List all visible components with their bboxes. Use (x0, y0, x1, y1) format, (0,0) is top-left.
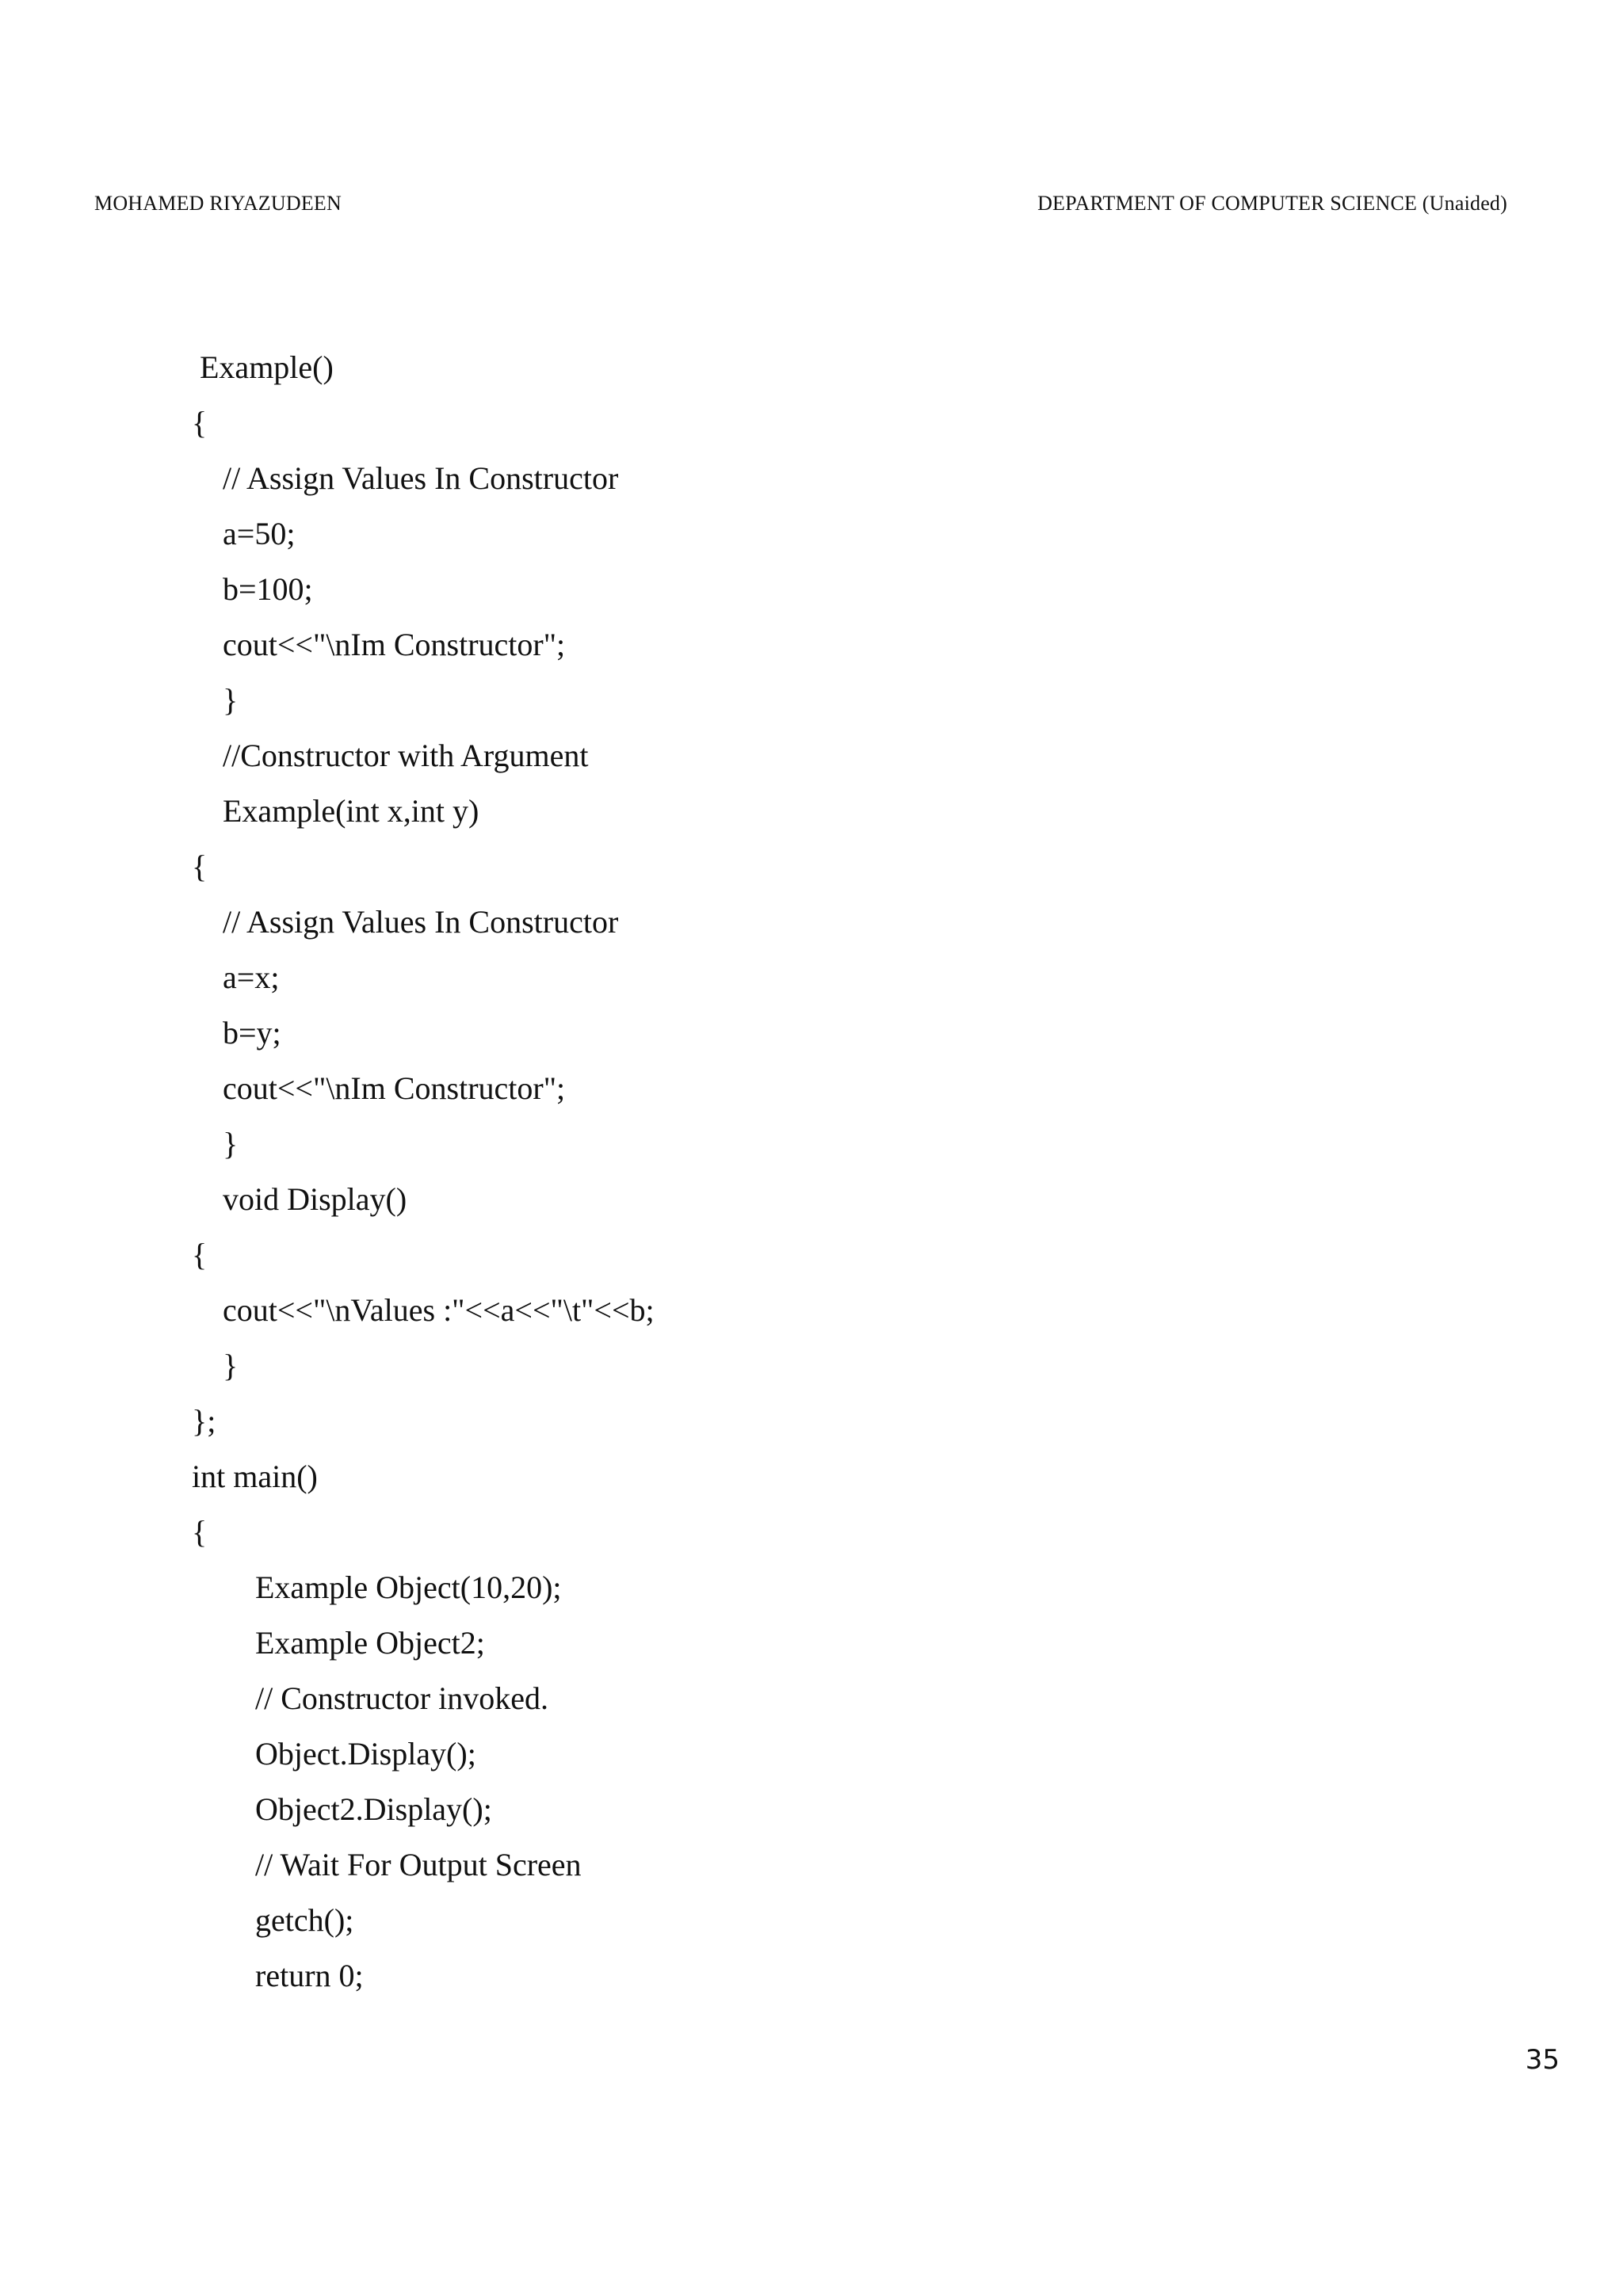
code-line: b=100; (223, 571, 313, 607)
code-line: int main() (192, 1459, 318, 1494)
code-line: { (192, 849, 208, 884)
code-line: { (192, 1514, 208, 1550)
code-line: cout<<"\nIm Constructor"; (223, 1070, 566, 1106)
code-line: // Constructor invoked. (255, 1680, 548, 1716)
code-line: b=y; (223, 1015, 281, 1051)
code-line: getch(); (255, 1902, 354, 1938)
code-line: // Assign Values In Constructor (223, 904, 619, 940)
code-line: } (223, 682, 239, 718)
code-line: a=50; (223, 516, 296, 551)
code-line: Example Object(10,20); (255, 1569, 562, 1605)
code-line: a=x; (223, 959, 280, 995)
code-line: Example() (192, 349, 334, 385)
code-line: Example Object2; (255, 1625, 485, 1661)
code-line: } (223, 1126, 239, 1161)
code-line: return 0; (255, 1958, 364, 1993)
code-line: // Wait For Output Screen (255, 1847, 582, 1882)
code-line: //Constructor with Argument (223, 738, 589, 773)
code-line: // Assign Values In Constructor (223, 460, 619, 496)
header-department: DEPARTMENT OF COMPUTER SCIENCE (Unaided) (1037, 192, 1507, 215)
page-number: 35 (1525, 2044, 1560, 2076)
code-line: { (192, 405, 208, 441)
code-line: cout<<"\nIm Constructor"; (223, 627, 566, 662)
code-line: void Display() (223, 1181, 407, 1217)
code-line: { (192, 1237, 208, 1272)
code-line: cout<<"\nValues :"<<a<<"\t"<<b; (223, 1292, 655, 1328)
code-line: Example(int x,int y) (223, 793, 479, 829)
code-line: Object.Display(); (255, 1736, 476, 1772)
code-line: }; (192, 1403, 216, 1439)
header-author: MOHAMED RIYAZUDEEN (94, 192, 342, 215)
code-line: } (223, 1348, 239, 1383)
code-line: Object2.Display(); (255, 1791, 492, 1827)
